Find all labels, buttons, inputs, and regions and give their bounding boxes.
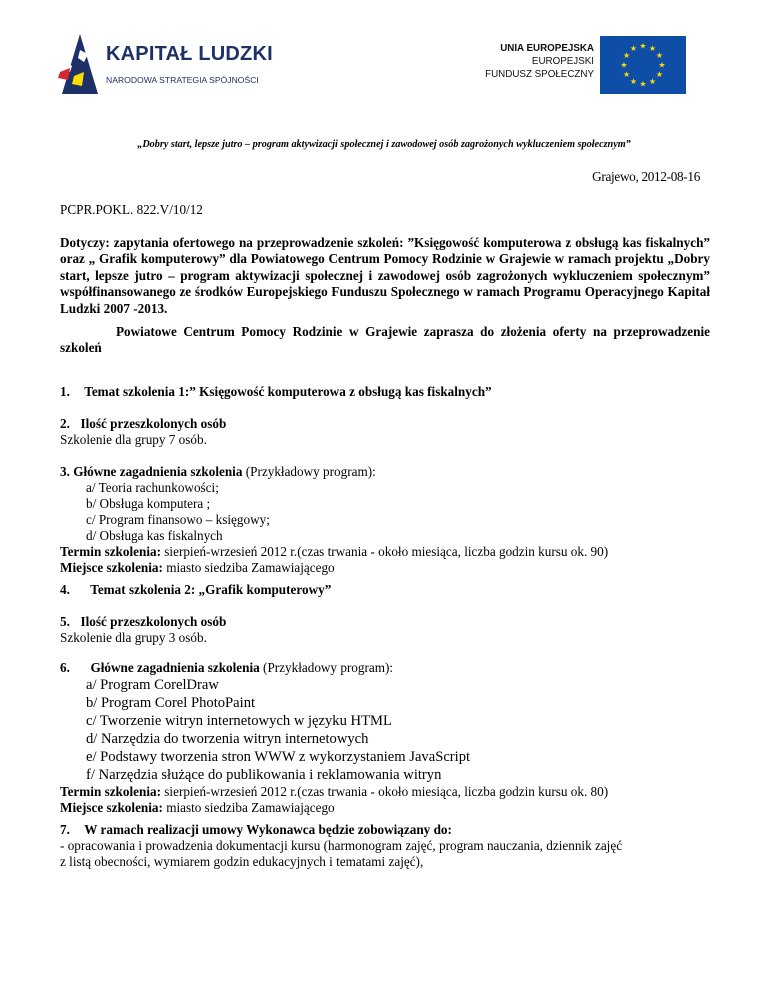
eu-star-icon: ★ [629,76,638,86]
section-6-number: 6. [60,660,70,675]
section-4-number: 4. [60,582,70,597]
document-reference: PCPR.POKL. 822.V/10/12 [60,202,203,217]
section-3-title-note: (Przykładowy program): [242,464,376,479]
eu-star-icon: ★ [658,60,666,70]
kapital-ludzki-logo [58,30,273,102]
eu-line-1: UNIA EUROPEJSKA [500,43,594,54]
section-6-title-note: (Przykładowy program): [259,660,394,675]
section-2-title: Ilość przeszkolonych osób [80,416,227,431]
eu-flag-icon [600,36,686,94]
eu-star-icon: ★ [639,79,647,89]
section-4-title: Temat szkolenia 2: „Grafik komputerowy” [90,582,332,597]
list-item: b/ Obsługa komputera ; [86,496,211,511]
section-6-term-label: Termin szkolenia: [60,784,161,799]
section-6-place-label: Miejsce szkolenia: [60,800,163,815]
section-6-term-value: sierpień-wrzesień 2012 r.(czas trwania - około miesiąca, liczba godzin kursu ok. 80) [161,784,609,799]
section-6-list [60,676,720,784]
section-6 [60,660,720,816]
kapital-ludzki-emblem-icon [58,32,104,98]
place-and-date: Grajewo, 2012-08-16 [592,169,700,184]
subject-paragraph: Dotyczy: zapytania ofertowego na przeprowadzenie szkoleń: ”Księgowość komputerowa z obsługą kas fiskalnych” oraz „ Grafik komputerowy” dla Powiatowego Centrum Pomocy Rodzinie w Grajewie w ramach projektu „Dobry start, lepsze jutro – program aktywizacji społecznej i zawodowej osób zagrożonych wykluczeniem społecznym” współfinansowanego ze środków Europejskiego Funduszu Społecznego w ramach Programu Operacyjnego Kapitał Ludzki 2007 -2013. [60,235,710,316]
section-3-list [60,480,720,544]
eu-star-icon: ★ [639,41,647,51]
eu-stars-icon [600,36,686,94]
section-3 [60,464,720,576]
eu-star-icon: ★ [620,60,628,70]
list-item: c/ Program finansowo – księgowy; [86,512,270,527]
intro-paragraph: Powiatowe Centrum Pomocy Rodzinie w Grajewie zaprasza do złożenia oferty na przeprowadzenie szkoleń [60,324,710,356]
section-2-number: 2. [60,416,70,431]
eu-star-icon: ★ [655,51,664,60]
section-5-title: Ilość przeszkolonych osób [80,614,227,629]
section-6-title: Główne zagadnienia szkolenia [90,660,260,675]
eu-star-icon: ★ [622,70,631,79]
section-5-number: 5. [60,614,70,629]
eu-logo [478,30,686,98]
section-5 [60,614,720,646]
section-6-place-value: miasto siedziba Zamawiającego [162,800,335,815]
section-1 [60,384,720,400]
section-7-number: 7. [60,822,70,837]
list-item: f/ Narzędzia służące do publikowania i reklamowania witryn [86,767,442,783]
list-item: c/ Tworzenie witryn internetowych w języku HTML [86,713,392,729]
kapital-ludzki-title: KAPITAŁ LUDZKI [106,43,273,65]
section-7-line-2: z listą obecności, wymiarem godzin edukacyjnych i tematami zajęć), [60,854,424,869]
section-2 [60,416,720,448]
section-4 [60,582,720,598]
section-7-title: W ramach realizacji umowy Wykonawca będzie zobowiązany do: [84,822,452,837]
section-3-term-value: sierpień-wrzesień 2012 r.(czas trwania - około miesiąca, liczba godzin kursu ok. 90) [161,544,609,559]
list-item: d/ Obsługa kas fiskalnych [86,528,223,543]
section-2-text: Szkolenie dla grupy 7 osób. [60,432,207,447]
list-item: d/ Narzędzia do tworzenia witryn internetowych [86,731,369,747]
eu-star-icon: ★ [655,70,664,79]
eu-logo-text [485,42,594,81]
eu-star-icon: ★ [648,44,657,54]
eu-star-icon: ★ [648,76,657,86]
eu-star-icon: ★ [629,44,638,54]
eu-line-2: EUROPEJSKI [531,56,594,67]
section-3-place-value: miasto siedziba Zamawiającego [162,560,335,575]
list-item: a/ Program CorelDraw [86,677,219,693]
section-7-line-1: - opracowania i prowadzenia dokumentacji kursu (harmonogram zajęć, program nauczania, dziennik zajęć [60,838,623,853]
section-5-text: Szkolenie dla grupy 3 osób. [60,630,207,645]
eu-line-3: FUNDUSZ SPOŁECZNY [485,69,594,80]
kapital-ludzki-subtitle: NARODOWA STRATEGIA SPÓJNOŚCI [106,75,259,85]
section-3-place-label: Miejsce szkolenia: [60,560,163,575]
section-7 [60,822,720,870]
project-motto: „Dobry start, lepsze jutro – program aktywizacji społecznej i zawodowej osób zagrożonych wykluczeniem społecznym” [137,139,631,150]
section-3-term-label: Termin szkolenia: [60,544,161,559]
list-item: a/ Teoria rachunkowości; [86,480,219,495]
list-item: b/ Program Corel PhotoPaint [86,695,256,711]
eu-star-icon: ★ [622,51,631,60]
section-3-title: 3. Główne zagadnienia szkolenia [60,464,243,479]
section-1-number: 1. [60,384,70,399]
list-item: e/ Podstawy tworzenia stron WWW z wykorzystaniem JavaScript [86,749,471,765]
section-1-title: Temat szkolenia 1:” Księgowość komputerowa z obsługą kas fiskalnych” [84,384,492,399]
